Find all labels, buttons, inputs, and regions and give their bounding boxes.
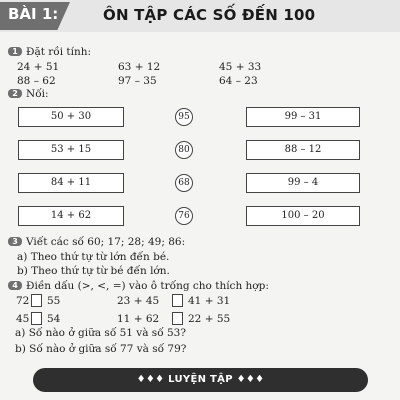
compare-blank-box[interactable]	[31, 294, 42, 307]
exercise-1-number: 1	[8, 47, 22, 56]
practice-banner: ♦♦♦ LUYỆN TẬP ♦♦♦	[33, 368, 368, 392]
calculation: 64 – 23	[219, 75, 258, 87]
exercise-2-instruction: Nối:	[26, 88, 49, 100]
exercise-1-heading	[8, 47, 91, 59]
match-left-box[interactable]: 50 + 30	[18, 107, 124, 127]
exercise-4-part-b: b) Số nào ở giữa số 77 và số 79?	[15, 343, 187, 355]
calculation: 24 + 51	[17, 61, 60, 73]
match-right-box[interactable]: 100 – 20	[246, 206, 360, 226]
exercise-3-instruction: Viết các số 60; 17; 28; 49; 86:	[26, 236, 186, 248]
compare-blank-box[interactable]	[172, 312, 183, 325]
exercise-4-part-a: a) Số nào ở giữa số 51 và số 53?	[15, 327, 186, 339]
lesson-label: BÀI 1:	[8, 5, 59, 23]
exercise-3-number: 3	[8, 237, 22, 246]
exercise-3-part-a: a) Theo thứ tự từ lớn đến bé.	[17, 251, 170, 263]
match-circle[interactable]: 76	[175, 207, 193, 225]
calculation: 63 + 12	[118, 61, 161, 73]
exercise-1-instruction: Đặt rồi tính:	[26, 46, 92, 58]
match-left-box[interactable]: 14 + 62	[18, 206, 124, 226]
exercise-3-heading	[8, 237, 185, 249]
compare-value: 45	[16, 313, 30, 325]
exercise-2-heading	[8, 89, 49, 101]
compare-value: 72	[16, 295, 30, 307]
exercise-3-part-b: b) Theo thứ tự từ bé đến lớn.	[17, 265, 170, 277]
compare-blank-box[interactable]	[172, 294, 183, 307]
match-left-box[interactable]: 53 + 15	[18, 140, 124, 160]
match-right-box[interactable]: 99 – 31	[246, 107, 360, 127]
compare-value: 23 + 45	[117, 295, 160, 307]
exercise-2-number: 2	[8, 89, 22, 98]
compare-value: 11 + 62	[117, 313, 160, 325]
compare-value: 54	[47, 313, 61, 325]
match-circle[interactable]: 80	[175, 141, 193, 159]
match-left-box[interactable]: 84 + 11	[18, 173, 124, 193]
exercise-4-number: 4	[8, 281, 22, 290]
calculation: 45 + 33	[219, 61, 262, 73]
page-title: ÔN TẬP CÁC SỐ ĐẾN 100	[103, 6, 316, 24]
calculation: 88 – 62	[17, 75, 56, 87]
header-bar	[0, 0, 400, 32]
compare-value: 41 + 31	[188, 295, 231, 307]
match-circle[interactable]: 68	[175, 174, 193, 192]
compare-blank-box[interactable]	[31, 312, 42, 325]
exercise-4-heading	[8, 281, 269, 293]
match-right-box[interactable]: 99 – 4	[246, 173, 360, 193]
compare-value: 22 + 55	[188, 313, 231, 325]
compare-value: 55	[47, 295, 61, 307]
exercise-4-instruction: Điền dấu (>, <, =) vào ô trống cho thích hợp:	[26, 280, 269, 292]
match-circle[interactable]: 95	[175, 108, 193, 126]
match-right-box[interactable]: 88 – 12	[246, 140, 360, 160]
calculation: 97 – 35	[118, 75, 157, 87]
